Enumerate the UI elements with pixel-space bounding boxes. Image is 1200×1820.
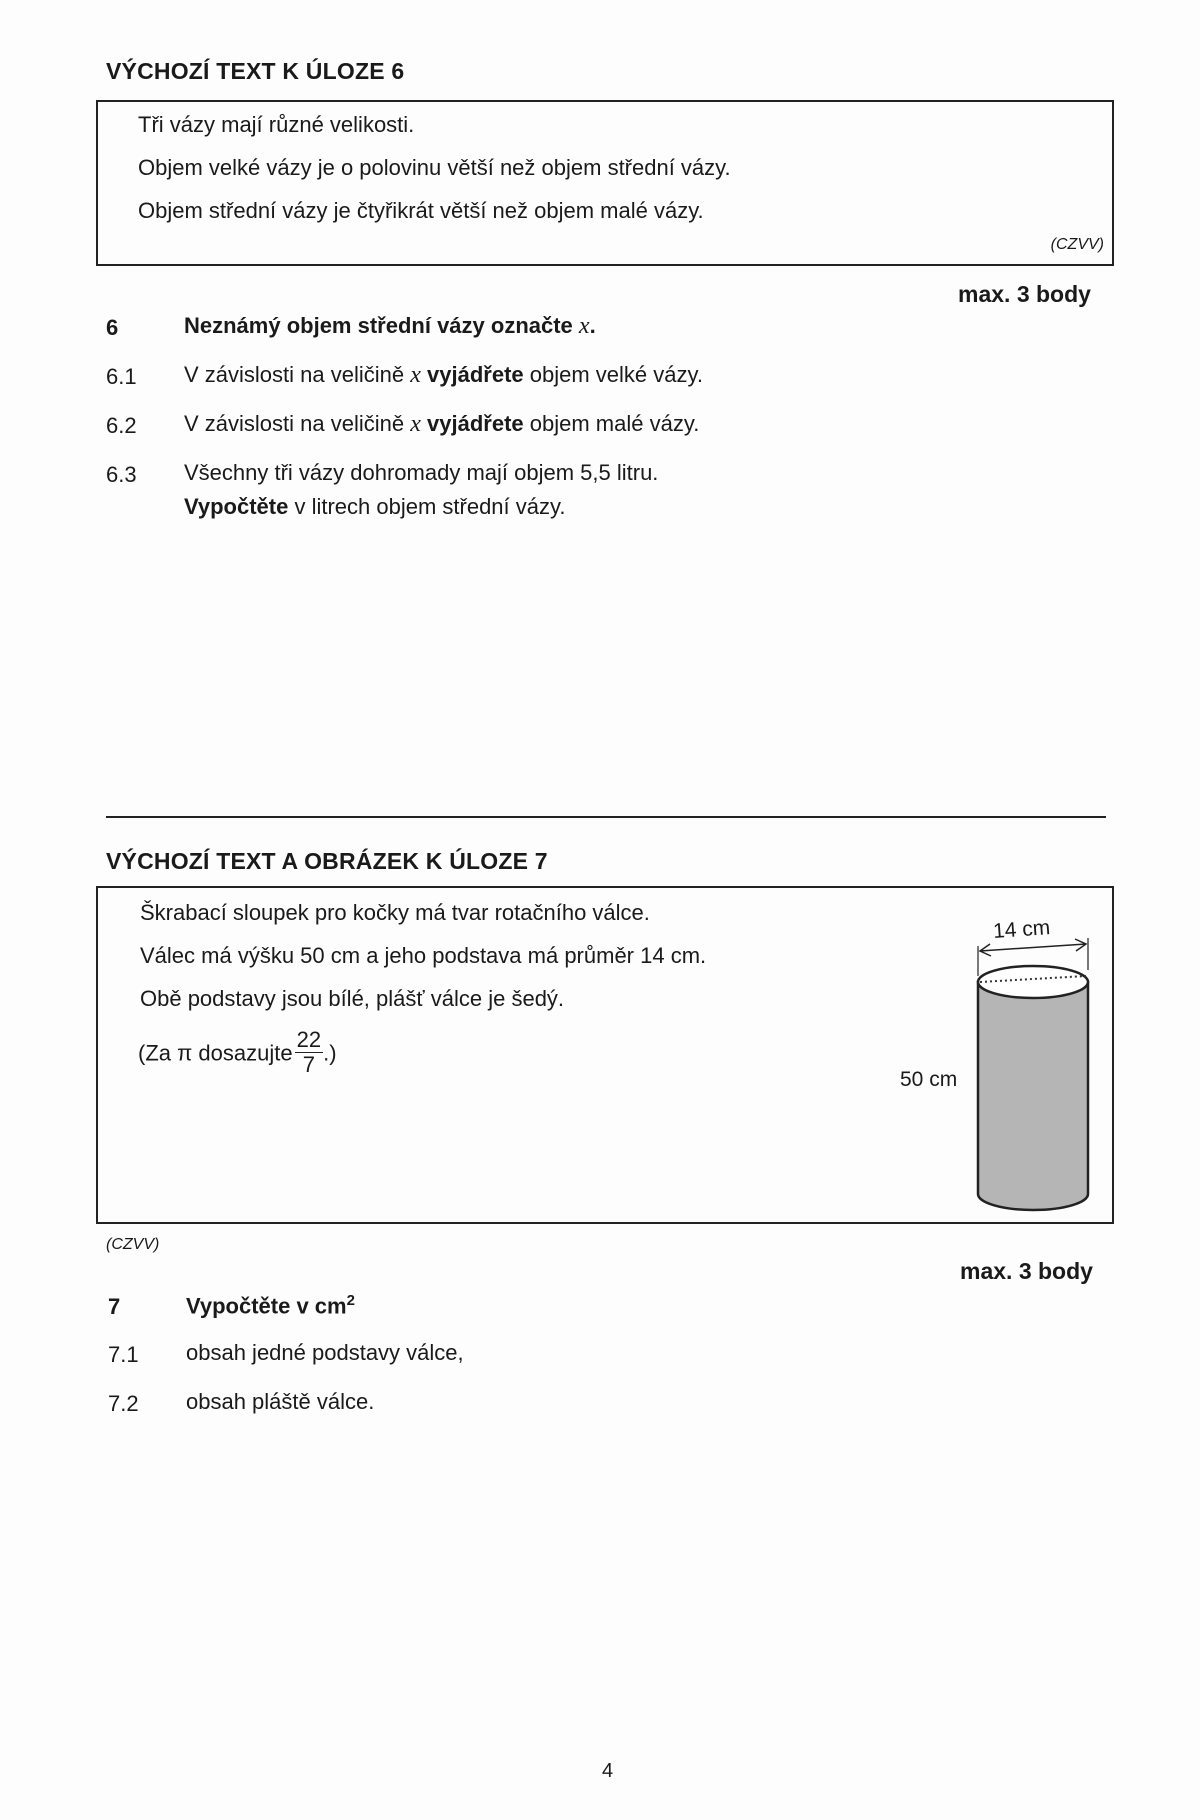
task6-max-points: max. 3 body <box>958 281 1091 307</box>
pi-fraction-denominator: 7 <box>302 1052 315 1077</box>
task7-1-text: obsah jedné podstavy válce, <box>186 1340 464 1365</box>
task6-question-number: 6 <box>106 315 119 340</box>
task7-question-text: Vypočtěte v cm <box>186 1293 347 1319</box>
task6-3-number: 6.3 <box>106 462 137 487</box>
cylinder-figure <box>958 896 1108 1220</box>
page-number: 4 <box>602 1760 614 1782</box>
task6-2-variable: x <box>410 411 421 437</box>
task6-3-bold: Vypočtěte <box>184 494 289 519</box>
task6-box-line-1: Tři vázy mají různé velikosti. <box>138 112 415 137</box>
pi-fraction-numerator: 22 <box>296 1027 322 1052</box>
task7-box-line-2: Válec má výšku 50 cm a jeho podstava má průměr 14 cm. <box>140 943 707 968</box>
task7-box-line-3: Obě podstavy jsou bílé, plášť válce je šedý. <box>140 986 565 1011</box>
task7-question-superscript: 2 <box>346 1292 355 1309</box>
task7-pi-before: (Za π dosazujte <box>138 1040 293 1066</box>
task7-text-box <box>96 886 1114 1224</box>
task6-question <box>184 313 596 340</box>
task7-2-text: obsah pláště válce. <box>186 1389 375 1414</box>
task7-2-number: 7.2 <box>108 1391 139 1416</box>
task7-question <box>186 1292 355 1319</box>
task6-3-line-1: Všechny tři vázy dohromady mají objem 5,5 litru. <box>184 460 659 485</box>
task6-box-line-3: Objem střední vázy je čtyřikrát větší než objem malé vázy. <box>138 198 704 223</box>
task6-1-number: 6.1 <box>106 364 137 389</box>
task6-1-after: objem velké vázy. <box>529 362 703 387</box>
task6-question-period: . <box>589 313 596 338</box>
task6-2-text <box>184 411 699 438</box>
task7-max-points: max. 3 body <box>960 1258 1093 1284</box>
task6-text-box <box>96 100 1114 266</box>
pi-fraction <box>295 1028 323 1077</box>
cylinder-shell <box>978 982 1088 1210</box>
task6-source: (CZVV) <box>1050 236 1104 253</box>
task6-1-variable: x <box>410 362 421 388</box>
task6-2-bold: vyjádřete <box>427 411 524 436</box>
task6-1-text <box>184 362 703 389</box>
task6-2-after: objem malé vázy. <box>529 411 700 436</box>
task6-box-line-2: Objem velké vázy je o polovinu větší než objem střední vázy. <box>138 155 731 180</box>
task6-2-before: V závislosti na veličině <box>184 411 405 436</box>
task7-pi-after: .) <box>323 1040 337 1066</box>
task6-3-line-2 <box>184 494 565 520</box>
task7-box-line-1: Škrabací sloupek pro kočky má tvar rotačního válce. <box>140 900 650 925</box>
task7-pi-note <box>138 1027 337 1079</box>
task7-question-number: 7 <box>108 1294 121 1319</box>
height-label: 50 cm <box>900 1068 958 1091</box>
task6-3-rest: v litrech objem střední vázy. <box>294 494 566 519</box>
task6-2-number: 6.2 <box>106 413 137 438</box>
section-divider <box>106 816 1106 818</box>
task6-question-text: Neznámý objem střední vázy označte <box>184 313 573 338</box>
task6-heading: VÝCHOZÍ TEXT K ÚLOZE 6 <box>106 58 405 84</box>
task6-1-before: V závislosti na veličině <box>184 362 405 387</box>
task6-1-bold: vyjádřete <box>427 362 524 387</box>
task7-source: (CZVV) <box>106 1236 160 1253</box>
cylinder-top-base <box>978 966 1088 998</box>
task7-1-number: 7.1 <box>108 1342 139 1367</box>
dimension-line <box>980 944 1086 951</box>
task7-heading: VÝCHOZÍ TEXT A OBRÁZEK K ÚLOZE 7 <box>106 848 548 874</box>
task6-variable: x <box>578 313 590 339</box>
diameter-label: 14 cm <box>992 916 1051 944</box>
